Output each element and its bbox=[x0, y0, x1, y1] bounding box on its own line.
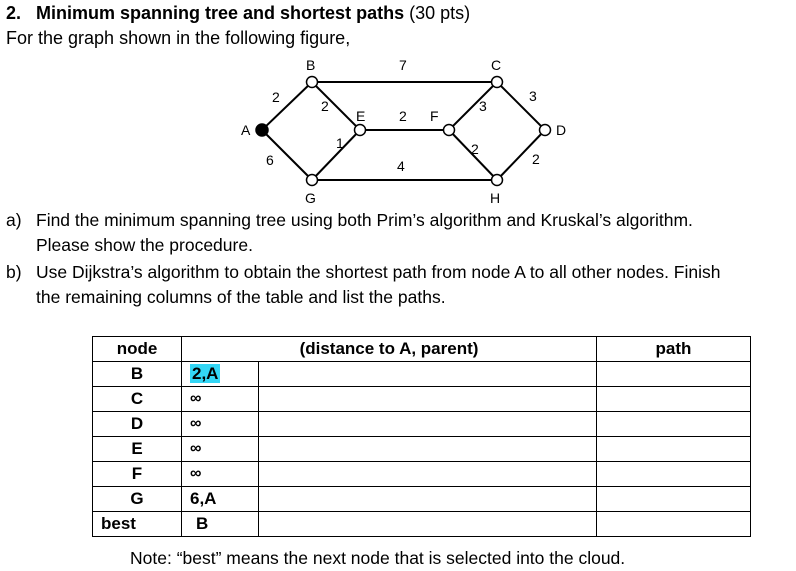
question-b-label: b) bbox=[6, 262, 22, 282]
row-first-step[interactable]: ∞ bbox=[182, 462, 259, 487]
row-path[interactable] bbox=[597, 387, 751, 412]
header-node: node bbox=[93, 337, 182, 362]
problem-points: (30 pts) bbox=[409, 3, 471, 23]
weight-g-h: 4 bbox=[397, 158, 405, 174]
table-header-row bbox=[93, 337, 751, 362]
row-first-step[interactable]: ∞ bbox=[182, 437, 259, 462]
row-remaining-steps[interactable] bbox=[259, 387, 597, 412]
question-b bbox=[6, 262, 796, 312]
row-first-step[interactable]: B bbox=[182, 512, 259, 537]
question-a-line2: Please show the procedure. bbox=[36, 235, 253, 255]
header-distance: (distance to A, parent) bbox=[182, 337, 597, 362]
node-c bbox=[492, 77, 503, 88]
question-a-line1: Find the minimum spanning tree using both Prim’s algorithm and Kruskal’s algorithm. bbox=[36, 210, 693, 230]
row-path[interactable] bbox=[597, 512, 751, 537]
question-a-label: a) bbox=[6, 210, 22, 230]
edge-f-c bbox=[449, 82, 497, 130]
dijkstra-table bbox=[92, 336, 751, 537]
node-f bbox=[444, 125, 455, 136]
problem-title-text: Minimum spanning tree and shortest paths bbox=[36, 3, 405, 23]
row-node: E bbox=[93, 437, 182, 462]
row-path[interactable] bbox=[597, 412, 751, 437]
row-node: C bbox=[93, 387, 182, 412]
table-row bbox=[93, 362, 751, 387]
node-label-b: B bbox=[306, 57, 316, 73]
row-first-step[interactable]: ∞ bbox=[182, 387, 259, 412]
table-row bbox=[93, 387, 751, 412]
node-a bbox=[256, 124, 268, 136]
question-b-line2: the remaining columns of the table and list the paths. bbox=[36, 287, 446, 307]
weight-c-d: 3 bbox=[529, 88, 537, 104]
table-row-best bbox=[93, 512, 751, 537]
node-label-c: C bbox=[491, 57, 502, 73]
weight-h-d: 2 bbox=[532, 151, 540, 167]
note-text: Note: “best” means the next node that is selected into the cloud. bbox=[130, 548, 626, 568]
row-node: best bbox=[93, 512, 182, 537]
node-h bbox=[492, 175, 503, 186]
row-remaining-steps[interactable] bbox=[259, 487, 597, 512]
node-label-d: D bbox=[556, 122, 567, 138]
edge-b-e bbox=[312, 82, 360, 130]
row-first-step[interactable]: ∞ bbox=[182, 412, 259, 437]
row-path[interactable] bbox=[597, 487, 751, 512]
weight-f-h: 2 bbox=[471, 141, 479, 157]
row-path[interactable] bbox=[597, 462, 751, 487]
node-d bbox=[540, 125, 551, 136]
weight-b-e: 2 bbox=[321, 98, 329, 114]
weight-a-g: 6 bbox=[266, 152, 274, 168]
row-remaining-steps[interactable] bbox=[259, 462, 597, 487]
node-g bbox=[307, 175, 318, 186]
node-label-e: E bbox=[356, 108, 366, 124]
row-node: D bbox=[93, 412, 182, 437]
problem-intro: For the graph shown in the following figure, bbox=[6, 28, 351, 48]
highlighted-value: 2,A bbox=[192, 364, 219, 383]
graph-figure bbox=[0, 0, 796, 215]
table-row bbox=[93, 462, 751, 487]
edge-c-d bbox=[497, 82, 545, 130]
row-first-step[interactable] bbox=[182, 362, 259, 387]
row-remaining-steps[interactable] bbox=[259, 412, 597, 437]
question-b-line1: Use Dijkstra’s algorithm to obtain the shortest path from node A to all other nodes. Finish bbox=[36, 262, 721, 282]
node-b bbox=[307, 77, 318, 88]
weight-e-g: 1 bbox=[336, 135, 344, 151]
node-e bbox=[355, 125, 366, 136]
row-remaining-steps[interactable] bbox=[259, 512, 597, 537]
problem-number: 2. bbox=[6, 3, 22, 23]
node-label-f: F bbox=[430, 108, 439, 124]
table-row bbox=[93, 437, 751, 462]
weight-f-c: 3 bbox=[479, 98, 487, 114]
row-remaining-steps[interactable] bbox=[259, 362, 597, 387]
edge-a-b bbox=[262, 82, 312, 130]
table-row bbox=[93, 487, 751, 512]
row-path[interactable] bbox=[597, 362, 751, 387]
question-a bbox=[6, 210, 796, 260]
row-first-step[interactable]: 6,A bbox=[182, 487, 259, 512]
header-path: path bbox=[597, 337, 751, 362]
node-label-a: A bbox=[241, 122, 251, 138]
weight-e-f: 2 bbox=[399, 108, 407, 124]
row-remaining-steps[interactable] bbox=[259, 437, 597, 462]
row-node: G bbox=[93, 487, 182, 512]
row-node: F bbox=[93, 462, 182, 487]
row-path[interactable] bbox=[597, 437, 751, 462]
row-node: B bbox=[93, 362, 182, 387]
node-label-h: H bbox=[490, 190, 501, 206]
weight-a-b: 2 bbox=[272, 89, 280, 105]
table-row bbox=[93, 412, 751, 437]
node-label-g: G bbox=[305, 190, 316, 206]
weight-b-c: 7 bbox=[399, 57, 407, 73]
